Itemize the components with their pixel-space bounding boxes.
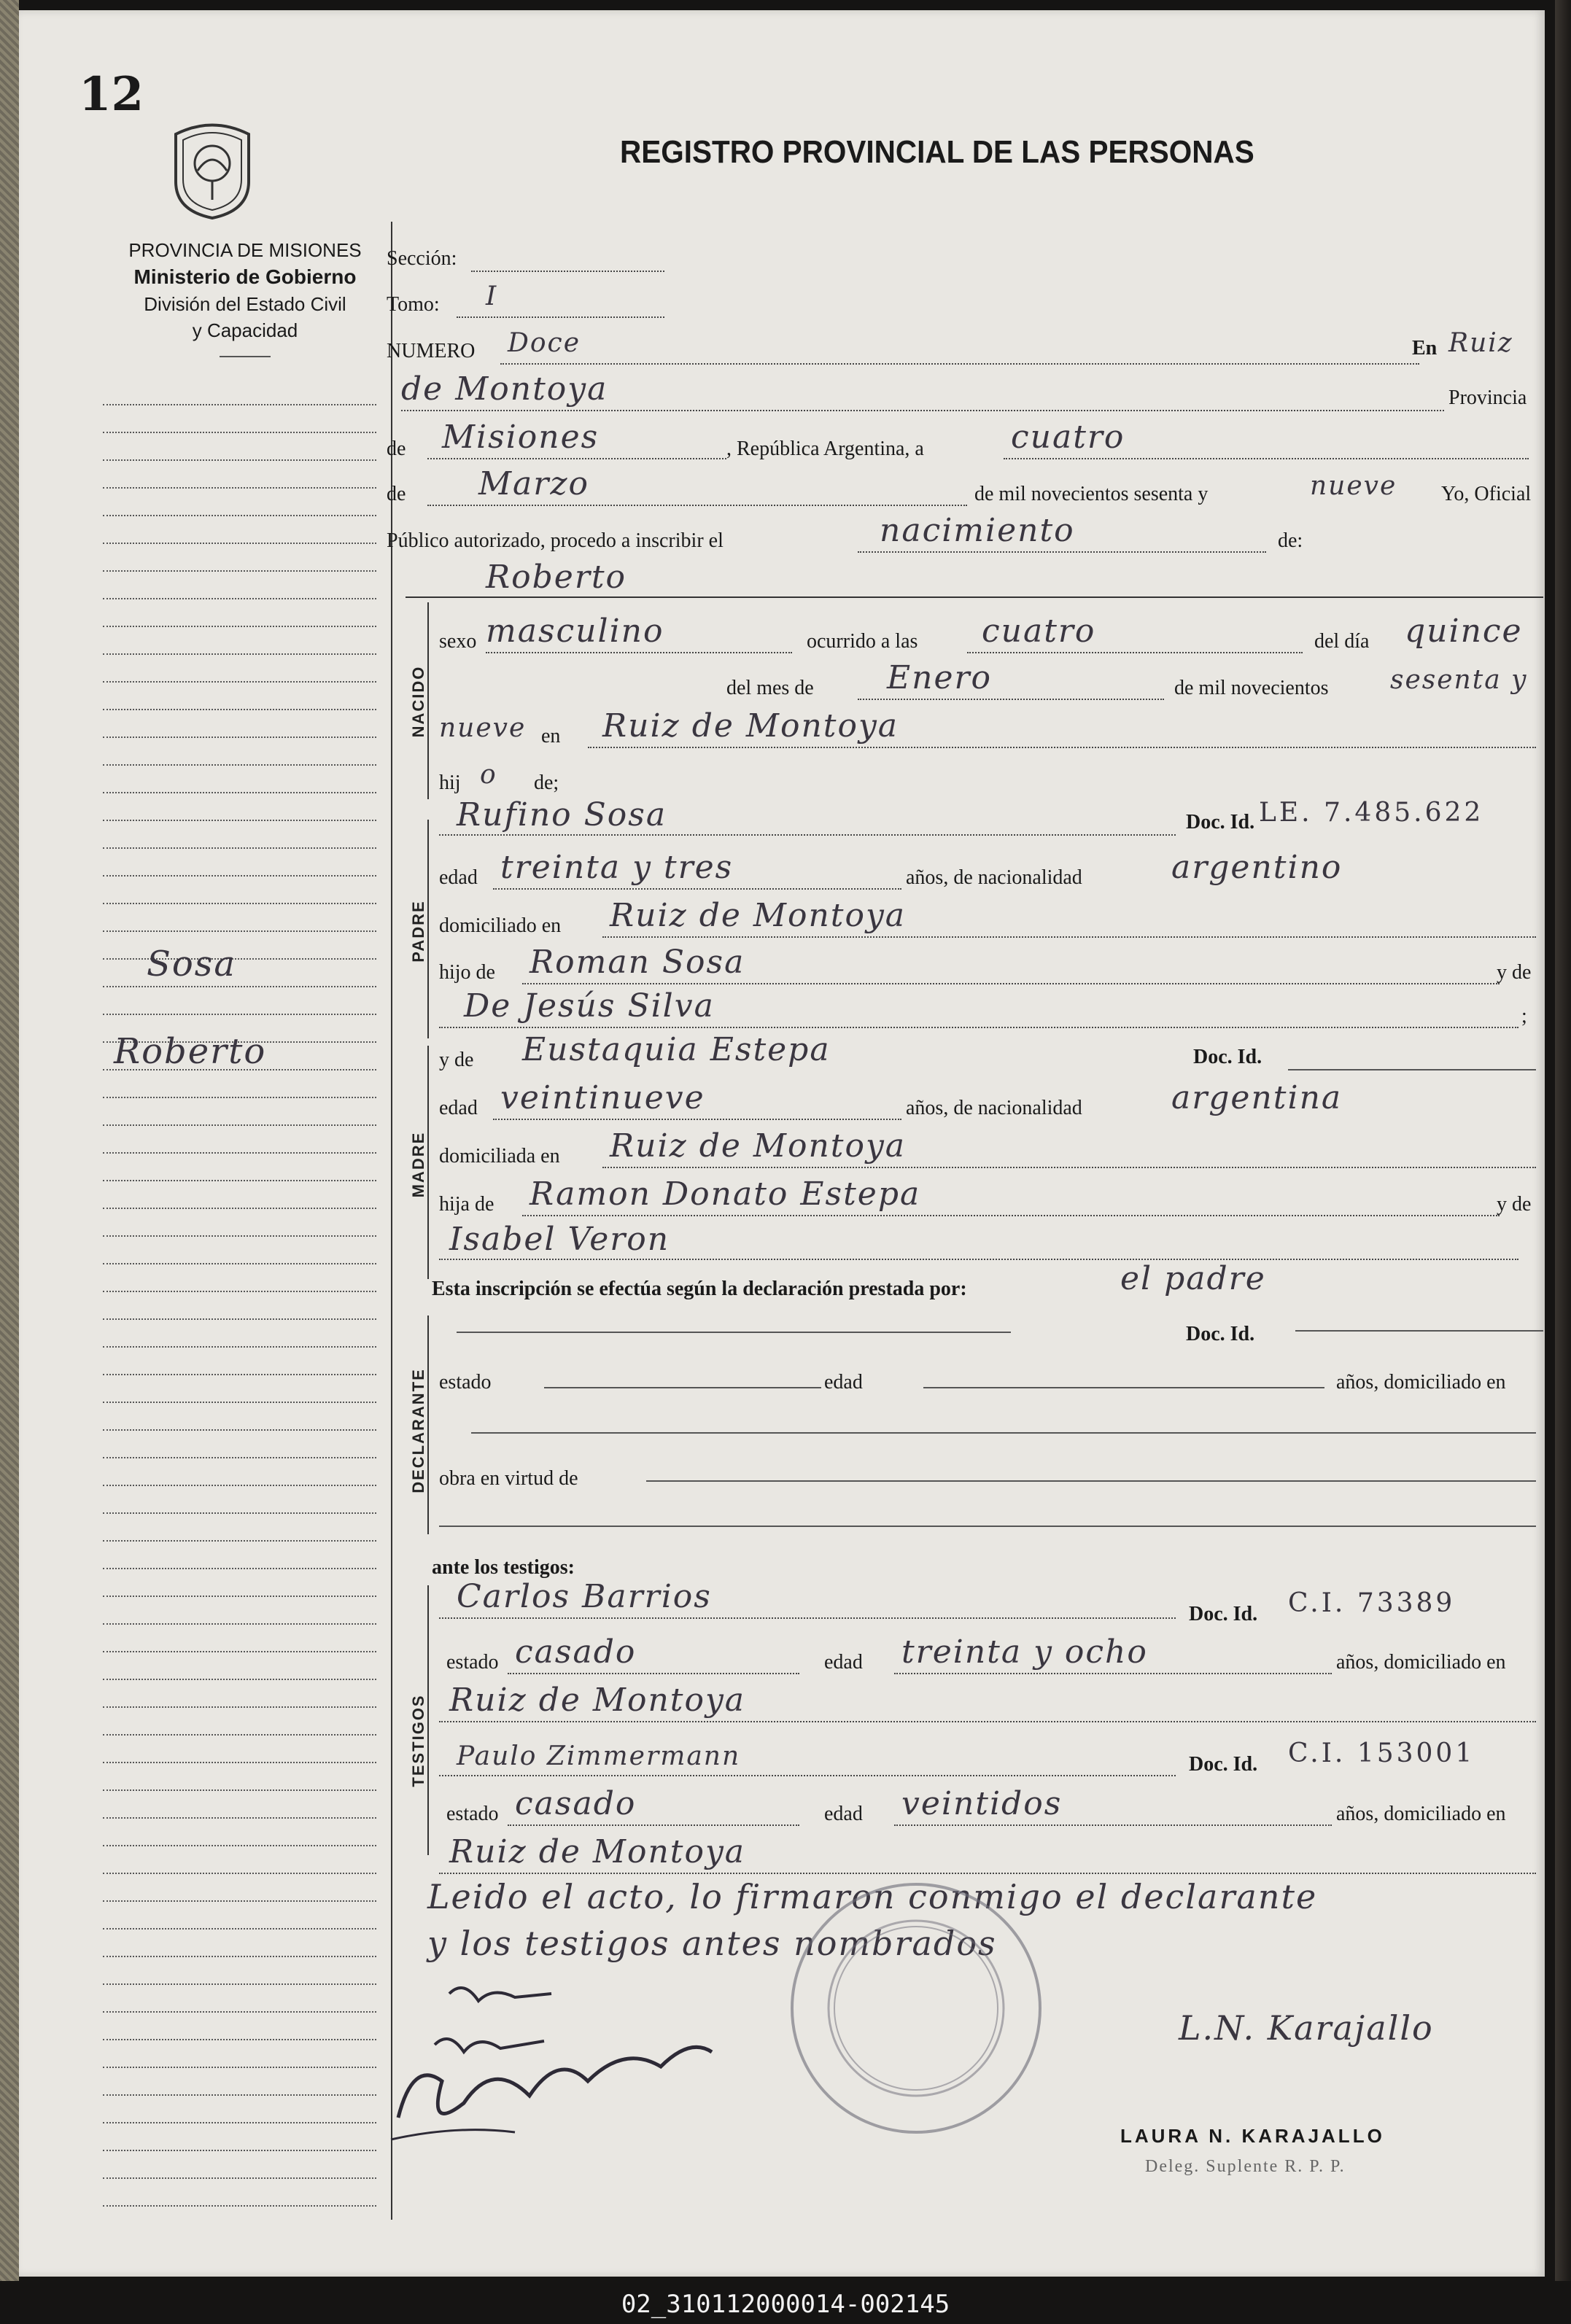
witness1-age-value: treinta y ocho (901, 1633, 1148, 1671)
witness2-age-value: veintidos (901, 1785, 1063, 1822)
en-label: En (1412, 337, 1438, 360)
father-age-value: treinta y tres (500, 849, 734, 886)
witness1-estado-label: estado (446, 1651, 499, 1674)
witness1-anios-label: años, domiciliado en (1336, 1651, 1506, 1674)
register-title: REGISTRO PROVINCIAL DE LAS PERSONAS (620, 134, 1254, 170)
declaracion-label: Esta inscripción se efectúa según la declaración prestada por: (432, 1278, 967, 1300)
father-name-value: Rufino Sosa (457, 796, 667, 833)
declarant-anios-label: años, domiciliado en (1336, 1371, 1506, 1394)
father-edad-label: edad (439, 866, 478, 889)
yo-oficial-label: Yo, Oficial (1441, 483, 1532, 505)
father-age-line (493, 888, 901, 890)
declarant-estado-line (544, 1387, 821, 1388)
org-divider (220, 356, 271, 357)
birth-month-line (858, 699, 1164, 700)
witness2-name-value: Paulo Zimmermann (457, 1741, 741, 1771)
father-anios-label: años, de nacionalidad (906, 866, 1082, 889)
day-line (1004, 458, 1529, 459)
de-mil-sesenta-label: de mil novecientos sesenta y (974, 483, 1209, 505)
birth-year-b-value: nueve (439, 713, 527, 743)
margin-given-name: Roberto (114, 1031, 267, 1072)
tomo-value: I (486, 281, 498, 311)
en-lower-label: en (541, 725, 561, 747)
nacido-side-label: NACIDO (409, 665, 427, 738)
mother-domicilio-label: domiciliada en (439, 1145, 560, 1167)
child-name-line (406, 596, 1543, 598)
witness1-doc-value: C.I. 73389 (1288, 1588, 1456, 1618)
numero-line (500, 363, 1419, 365)
de-mil-label: de mil novecientos (1174, 677, 1329, 699)
mother-age-value: veintinueve (500, 1079, 705, 1116)
hour-line (967, 652, 1303, 653)
father-y-de-label: y de (1497, 961, 1532, 984)
witness1-domicile-value: Ruiz de Montoya (449, 1682, 746, 1719)
place-line1: Ruiz (1448, 328, 1513, 358)
declarant-edad-label: edad (824, 1371, 863, 1394)
mother-parent2-line (439, 1259, 1518, 1260)
official-stamp (785, 1877, 1047, 2140)
birth-year-a-value: sesenta y (1390, 665, 1528, 695)
officer-title: Deleg. Suplente R. P. P. (1145, 2157, 1346, 2176)
birth-place-line (588, 747, 1536, 748)
month-line (427, 505, 967, 506)
father-parent2-line (439, 1027, 1518, 1028)
witness1-domicile-line (439, 1721, 1536, 1722)
del-mes-label: del mes de (726, 677, 814, 699)
madre-side-label: MADRE (409, 1131, 427, 1198)
birth-month-value: Enero (887, 659, 993, 696)
mother-domicile-value: Ruiz de Montoya (610, 1127, 907, 1165)
witness2-anios-label: años, domiciliado en (1336, 1803, 1506, 1825)
de-label-2: de (387, 483, 406, 505)
declarant-doc-line (1295, 1330, 1543, 1332)
mother-y-de-label-2: y de (1497, 1193, 1532, 1216)
book-spine (1555, 0, 1571, 2324)
org-province: PROVINCIA DE MISIONES (128, 239, 362, 261)
footer-image-id: 02_310112000014-002145 (621, 2290, 950, 2319)
sex-value: masculino (486, 613, 664, 650)
register-page (19, 10, 1545, 2277)
mother-age-line (493, 1119, 901, 1120)
mother-edad-label: edad (439, 1097, 478, 1119)
place-line2: de Montoya (401, 370, 608, 408)
obra-label: obra en virtud de (439, 1467, 578, 1490)
month-value: Marzo (478, 465, 589, 502)
sex-line (486, 652, 792, 653)
witness1-name-line (439, 1617, 1176, 1619)
sexo-label: sexo (439, 630, 477, 653)
tomo-label: Tomo: (387, 293, 440, 316)
witness1-doc-label: Doc. Id. (1189, 1603, 1258, 1625)
witness2-doc-value: C.I. 153001 (1288, 1738, 1475, 1768)
declarant-domicile-line (471, 1432, 1536, 1434)
witness2-domicile-line (439, 1873, 1536, 1874)
book-binding (0, 0, 19, 2324)
signatures-left (384, 1972, 748, 2154)
witness2-estado-line (508, 1824, 799, 1826)
org-ministry: Ministerio de Gobierno (133, 265, 357, 288)
declarante-side-label: DECLARANTE (409, 1368, 427, 1493)
mother-nationality-value: argentina (1171, 1079, 1343, 1116)
numero-value: Doce (508, 328, 581, 358)
witness1-estado-value: casado (515, 1633, 637, 1671)
witness2-age-line (894, 1824, 1332, 1826)
father-domicilio-label: domiciliado en (439, 914, 562, 937)
mother-y-de-label: y de (439, 1049, 474, 1071)
birth-place-value: Ruiz de Montoya (602, 707, 899, 745)
officer-signature: L.N. Karajallo (1179, 2008, 1434, 2048)
witness1-estado-line (508, 1673, 799, 1674)
witness1-age-line (894, 1673, 1332, 1674)
numero-label: NUMERO (387, 340, 476, 362)
act-type-line (858, 551, 1266, 553)
de-colon-label: de: (1278, 529, 1303, 552)
father-doc-value: LE. 7.485.622 (1259, 798, 1484, 828)
year-word-value: nueve (1310, 471, 1397, 501)
margin-surname: Sosa (147, 944, 237, 984)
father-parent1-line (522, 983, 1500, 984)
org-capacity: y Capacidad (192, 319, 298, 341)
page-number: 12 (79, 67, 144, 122)
obra-line-1 (646, 1480, 1536, 1482)
tomo-line (457, 316, 664, 318)
seccion-label: Sección: (387, 247, 457, 270)
father-hijo-label: hijo de (439, 961, 495, 984)
declarant-doc-label: Doc. Id. (1186, 1323, 1255, 1345)
mother-hija-label: hija de (439, 1193, 494, 1216)
declarant-estado-label: estado (439, 1371, 492, 1394)
seccion-line (471, 271, 664, 272)
father-domicile-value: Ruiz de Montoya (610, 897, 907, 934)
hij-label: hij (439, 772, 461, 794)
day-value: cuatro (1011, 419, 1125, 456)
declarant-value: el padre (1120, 1260, 1266, 1297)
declarant-name-line (457, 1332, 1011, 1333)
father-doc-label: Doc. Id. (1186, 811, 1255, 833)
ocurrido-label: ocurrido a las (807, 630, 918, 653)
main-vertical-rule (391, 222, 392, 2220)
witness2-name-line (439, 1775, 1176, 1776)
birth-day-value: quince (1405, 613, 1523, 650)
witness1-name-value: Carlos Barrios (457, 1578, 712, 1615)
father-parent1-value: Roman Sosa (530, 944, 745, 981)
province-value: Misiones (442, 419, 600, 456)
witness1-edad-label: edad (824, 1651, 863, 1674)
witness2-estado-value: casado (515, 1785, 637, 1822)
witness2-domicile-value: Ruiz de Montoya (449, 1833, 746, 1870)
father-nationality-value: argentino (1171, 849, 1343, 886)
mother-parent2-value: Isabel Veron (449, 1221, 670, 1258)
testigos-side-label: TESTIGOS (409, 1694, 427, 1787)
mother-parent1-value: Ramon Donato Estepa (530, 1175, 921, 1213)
father-name-line (439, 834, 1176, 836)
witness2-edad-label: edad (824, 1803, 863, 1825)
org-division: División del Estado Civil (144, 293, 346, 315)
province-line (427, 458, 726, 459)
del-dia-label: del día (1314, 630, 1370, 653)
hij-suffix-value: o (480, 760, 497, 790)
testigos-intro-label: ante los testigos: (432, 1556, 575, 1579)
closing-line1: Leido el acto, lo firmaron conmigo el declarante (427, 1877, 1318, 1916)
mother-doc-label: Doc. Id. (1193, 1046, 1262, 1068)
province-seal (165, 120, 260, 222)
witness2-estado-label: estado (446, 1803, 499, 1825)
closing-line2: y los testigos antes nombrados (427, 1924, 997, 1963)
mother-doc-line (1288, 1069, 1536, 1070)
obra-line-2 (439, 1526, 1536, 1527)
declarant-edad-line (923, 1387, 1324, 1388)
father-domicile-line (602, 936, 1536, 938)
mother-parent1-line (522, 1215, 1500, 1216)
child-name-value: Roberto (486, 559, 627, 596)
mother-anios-label: años, de nacionalidad (906, 1097, 1082, 1119)
de-label-1: de (387, 438, 406, 460)
padre-side-label: PADRE (409, 900, 427, 963)
officer-name: LAURA N. KARAJALLO (1120, 2125, 1385, 2147)
witness2-doc-label: Doc. Id. (1189, 1753, 1258, 1776)
provincia-label: Provincia (1448, 386, 1527, 409)
mother-domicile-line (602, 1167, 1536, 1168)
father-parent2-value: De Jesús Silva (464, 987, 715, 1025)
mother-name-value: Eustaquia Estepa (522, 1031, 831, 1068)
place-line (401, 410, 1444, 411)
hour-value: cuatro (982, 613, 1096, 650)
act-type-value: nacimiento (880, 512, 1075, 549)
republica-label: , República Argentina, a (726, 438, 924, 460)
father-semicolon: ; (1521, 1005, 1527, 1027)
publico-label: Público autorizado, procedo a inscribir el (387, 529, 724, 552)
de-semicolon-label: de; (534, 772, 559, 794)
